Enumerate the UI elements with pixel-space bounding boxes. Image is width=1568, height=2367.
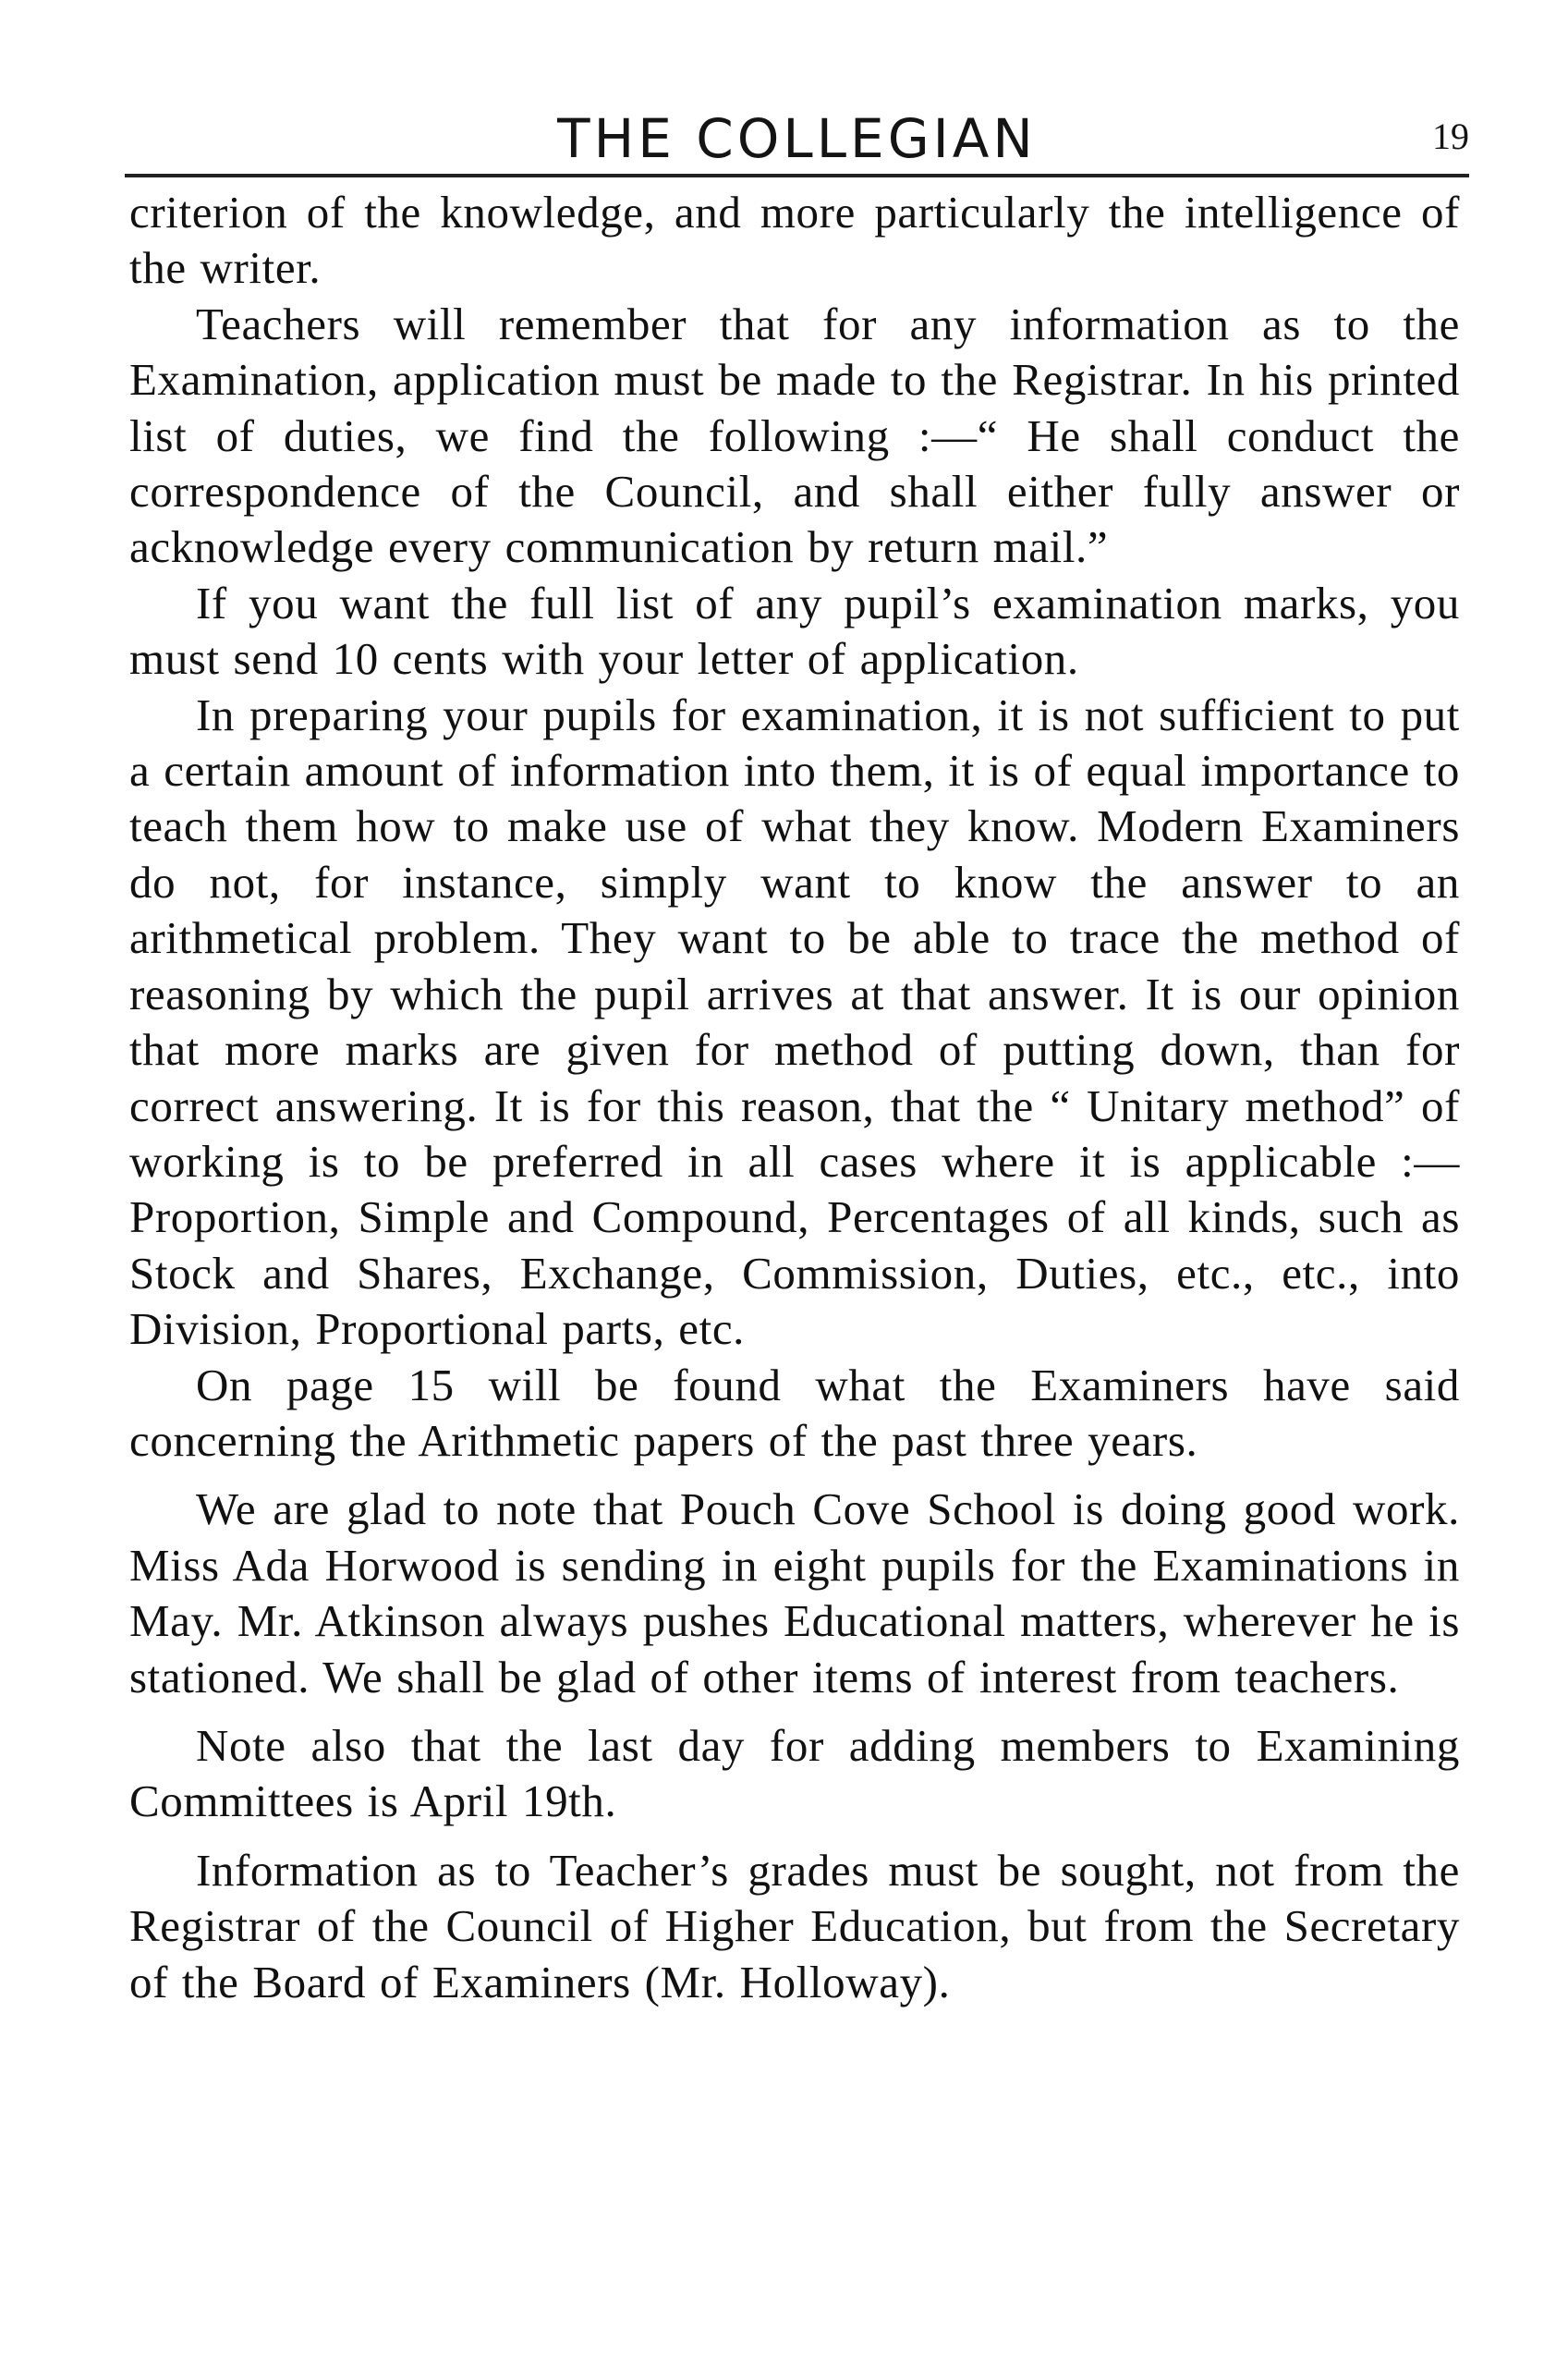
paragraph-marks-list: If you want the full list of any pupil’s examination marks, you must send 10 cents with your letter of application.: [129, 577, 1460, 685]
page-header: [125, 102, 1469, 176]
paragraph-continuation: criterion of the knowledge, and more particularly the intelligence of the writer.: [129, 187, 1460, 294]
paragraph-registrar: Teachers will remember that for any information as to the Examination, application must be made to the Registrar. In his printed list of duties, we find the following :—“ He shall conduct the correspondence of the Council, and shall either fully answer or acknowledge every communication by return mail.”: [129, 298, 1460, 573]
running-title: THE COLLEGIAN: [557, 107, 1037, 170]
article-body: [129, 185, 1460, 2010]
page-number: 19: [1432, 116, 1469, 157]
paragraph-teacher-grades: Information as to Teacher’s grades must be sought, not from the Registrar of the Council of Higher Education, but from the Secretary of the Board of Examiners (Mr. Holloway).: [129, 1844, 1460, 2007]
paragraph-arithmetic-papers: On page 15 will be found what the Examiners have said concerning the Arithmetic papers of the past three years.: [129, 1359, 1460, 1466]
paragraph-preparing-pupils: In preparing your pupils for examination, it is not sufficient to put a certain amount of information into them, it is of equal importance to teach them how to make use of what they know. Modern Examiners do not, for instance, simply want to know the answer to an arithmetical problem. They want to be able to trace the method of reasoning by which the pupil arrives at that answer. It is our opinion that more marks are given for method of putting down, than for correct answering. It is for this reason, that the “ Unitary method” of working is to be preferred in all cases where it is applicable :—Proportion, Simple and Compound, Percentages of all kinds, such as Stock and Shares, Exchange, Commission, Duties, etc., etc., into Division, Proportional parts, etc.: [129, 689, 1460, 1355]
paragraph-pouch-cove: We are glad to note that Pouch Cove School is doing good work. Miss Ada Horwood is sending in eight pupils for the Examinations in May. Mr. Atkinson always pushes Educational matters, wherever he is stationed. We shall be glad of other items of interest from teachers.: [129, 1483, 1460, 1702]
paragraph-examining-committees: Note also that the last day for adding members to Examining Committees is April 19th.: [129, 1719, 1460, 1827]
header-rule: [125, 174, 1469, 177]
